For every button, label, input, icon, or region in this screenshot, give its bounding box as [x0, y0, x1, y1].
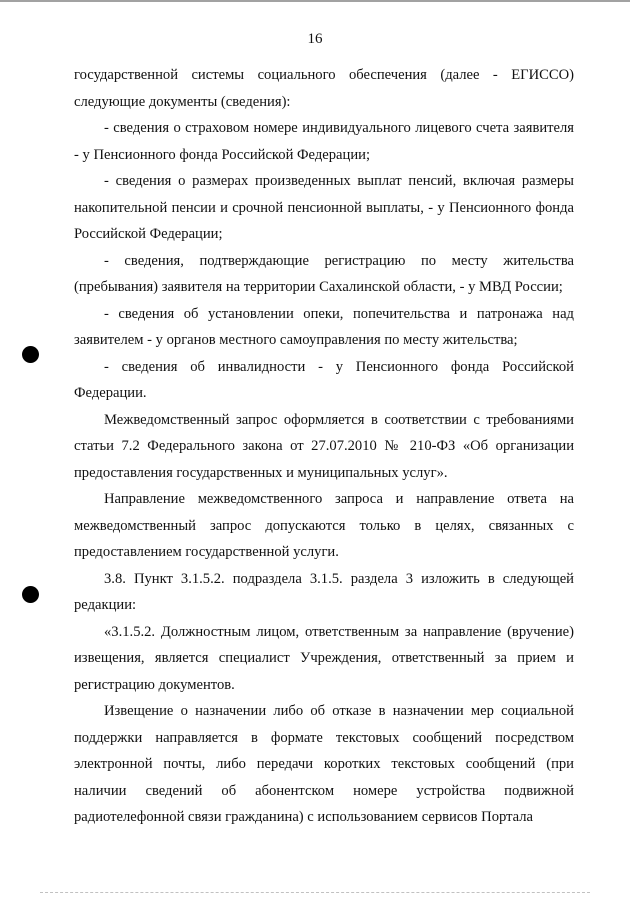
document-body [74, 62, 574, 831]
page-bottom-edge [40, 892, 590, 895]
paragraph-list-item: - сведения о размерах произведенных выплат пенсий, включая размеры накопительной пенсии и срочной пенсионной выплаты, - у Пенсионного фонда Российской Федерации; [74, 173, 574, 242]
paragraph-section-heading: 3.8. Пункт 3.1.5.2. подраздела 3.1.5. раздела 3 изложить в следующей редакции: [74, 570, 574, 613]
page-top-edge [0, 0, 630, 2]
paragraph-list-item: - сведения о страховом номере индивидуального лицевого счета заявителя - у Пенсионного фонда Российской Федерации; [74, 120, 574, 163]
punch-hole-mark [22, 586, 39, 603]
paragraph: Извещение о назначении либо об отказе в назначении мер социальной поддержки направляется в формате текстовых сообщений посредством электронной почты, либо передачи коротких текстовых сообщений (при наличии сведений об абонентском номере устройства подвижной радиотелефонной связи гражданина) с использованием сервисов Портала [74, 703, 574, 825]
page-number: 16 [307, 31, 323, 47]
paragraph-quoted: «3.1.5.2. Должностным лицом, ответственным за направление (вручение) извещения, является специалист Учреждения, ответственный за прием и регистрацию документов. [74, 623, 574, 693]
paragraph-list-item: - сведения об инвалидности - у Пенсионного фонда Российской Федерации. [74, 358, 574, 401]
paragraph-list-item: - сведения об установлении опеки, попечительства и патронажа над заявителем - у органов местного самоуправления по месту жительства; [74, 305, 574, 348]
paragraph: Направление межведомственного запроса и направление ответа на межведомственный запрос допускаются только в целях, связанных с предоставлением государственной услуги. [74, 491, 574, 560]
punch-hole-mark [22, 346, 39, 363]
paragraph-continuation: государственной системы социального обеспечения (далее - ЕГИССО) следующие документы (сведения): [74, 67, 574, 110]
paragraph-list-item: - сведения, подтверждающие регистрацию по месту жительства (пребывания) заявителя на территории Сахалинской области, - у МВД России; [74, 252, 574, 295]
paragraph: Межведомственный запрос оформляется в соответствии с требованиями статьи 7.2 Федерального закона от 27.07.2010 № 210-ФЗ «Об организации предоставления государственных и муниципальных услуг». [74, 411, 574, 481]
